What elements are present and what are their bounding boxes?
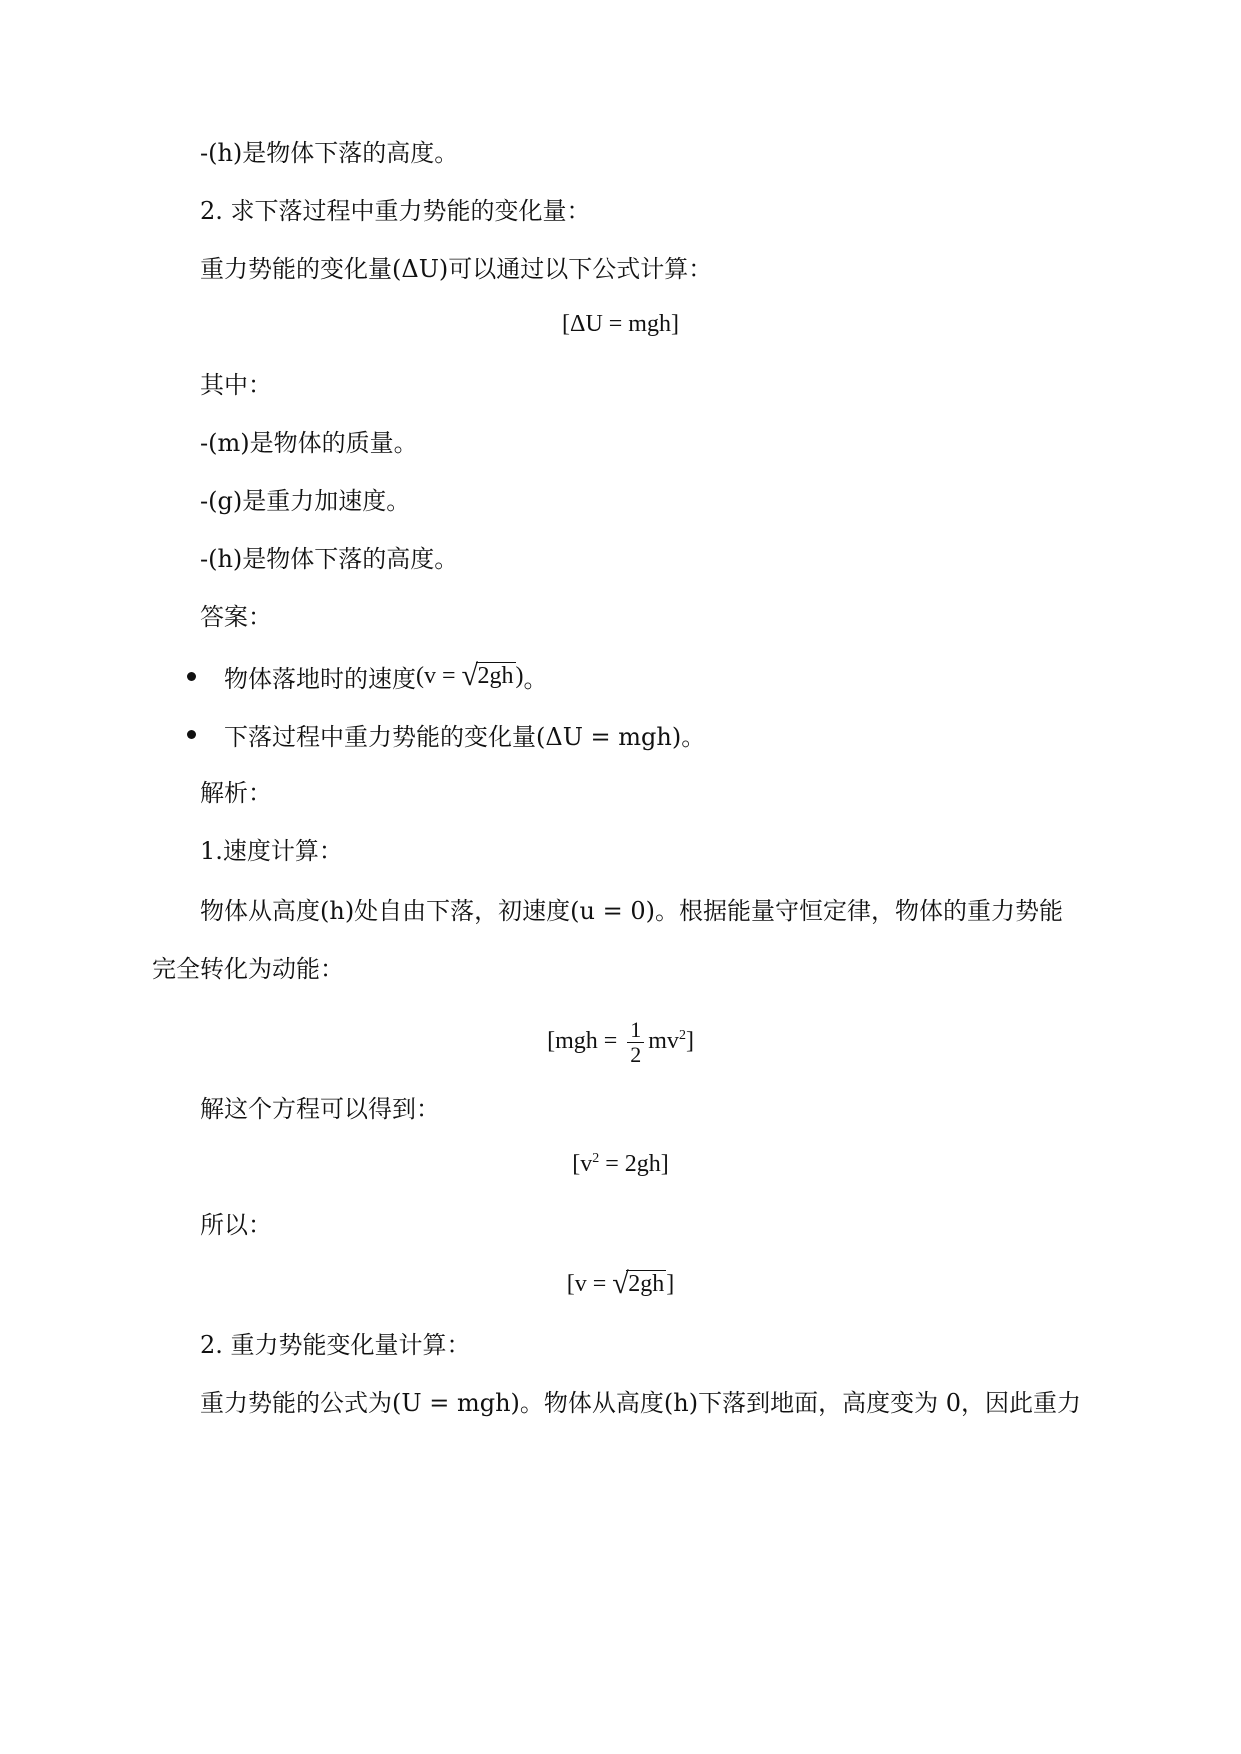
exponent: 2 bbox=[592, 1150, 600, 1166]
paragraph: -(m)是物体的质量。 bbox=[200, 428, 418, 457]
equation-v-result bbox=[0, 1260, 1241, 1308]
denominator: 2 bbox=[630, 1041, 642, 1067]
analysis-heading: 解析： bbox=[200, 778, 272, 807]
section-heading: 2. 求下落过程中重力势能的变化量： bbox=[200, 196, 591, 225]
bullet-item bbox=[0, 652, 1241, 700]
equation-v-squared bbox=[0, 1140, 1241, 1188]
paragraph: 物体从高度(h)处自由下落，初速度(u = 0)。根据能量守恒定律，物体的重力势能 bbox=[200, 896, 1064, 925]
sqrt-icon: √ 2gh bbox=[461, 658, 514, 692]
radicand: 2gh bbox=[628, 1270, 665, 1297]
paragraph: -(h)是物体下落的高度。 bbox=[200, 544, 459, 573]
text-line bbox=[0, 766, 1241, 814]
text-line bbox=[0, 532, 1241, 580]
paragraph: 所以： bbox=[200, 1210, 272, 1239]
text-line bbox=[0, 824, 1241, 872]
sqrt-icon: √ 2gh bbox=[612, 1266, 665, 1300]
equation-delta-u bbox=[0, 300, 1241, 348]
equation-left: [v bbox=[572, 1150, 593, 1177]
equation-text bbox=[572, 1151, 669, 1178]
fraction bbox=[627, 1018, 644, 1067]
paragraph: 其中： bbox=[200, 370, 272, 399]
paragraph: 重力势能的变化量(ΔU)可以通过以下公式计算： bbox=[200, 254, 713, 283]
exponent: 2 bbox=[678, 1027, 686, 1043]
paragraph: 完全转化为动能： bbox=[152, 954, 344, 983]
text-line bbox=[0, 242, 1241, 290]
text-line bbox=[0, 1198, 1241, 1246]
section-heading: 2. 重力势能变化量计算： bbox=[200, 1330, 471, 1359]
text-line bbox=[0, 474, 1241, 522]
text-line bbox=[0, 1082, 1241, 1130]
paragraph: -(g)是重力加速度。 bbox=[200, 486, 411, 515]
equation-left: mgh = bbox=[555, 1027, 624, 1054]
bullet-text: 物体落地时的速度 bbox=[224, 664, 416, 693]
text-line bbox=[0, 590, 1241, 638]
equation-right: mv bbox=[648, 1027, 679, 1054]
answer-heading: 答案： bbox=[200, 602, 272, 631]
text-line bbox=[0, 184, 1241, 232]
equation-right: = 2gh] bbox=[599, 1150, 669, 1177]
equation-text: [mgh = $\frac{1}{2}$ $mv^2$] bbox=[547, 1016, 694, 1067]
numerator: 1 bbox=[627, 1018, 644, 1043]
equation-text: [v = √ 2gh] bbox=[566, 1266, 675, 1300]
bullet-item bbox=[0, 710, 1241, 758]
text-line bbox=[0, 358, 1241, 406]
text-line bbox=[0, 126, 1241, 174]
paragraph: 重力势能的公式为(U = mgh)。物体从高度(h)下落到地面，高度变为 0，因此重力 bbox=[200, 1388, 1081, 1417]
text-line bbox=[0, 942, 1241, 990]
text-line bbox=[0, 884, 1241, 932]
bullet-dot-icon bbox=[187, 730, 196, 739]
text-line bbox=[0, 416, 1241, 464]
bullet-text: 下落过程中重力势能的变化量(ΔU = mgh)。 bbox=[224, 722, 706, 751]
text-line bbox=[0, 1318, 1241, 1366]
paragraph: -(h)是物体下落的高度。 bbox=[200, 138, 459, 167]
bullet-text: 。 bbox=[523, 664, 548, 693]
radicand: 2gh bbox=[477, 662, 514, 689]
inline-equation: (v = √ 2gh) bbox=[416, 658, 524, 692]
section-heading: 1.速度计算： bbox=[200, 836, 343, 865]
equation-left: v = bbox=[574, 1270, 613, 1297]
equation-text: v = bbox=[424, 662, 462, 689]
paragraph: 解这个方程可以得到： bbox=[200, 1094, 440, 1123]
text-line bbox=[0, 1376, 1241, 1424]
equation-text: [ΔU = mgh] bbox=[562, 310, 679, 337]
bullet-dot-icon bbox=[187, 672, 196, 681]
equation-energy bbox=[0, 1008, 1241, 1076]
